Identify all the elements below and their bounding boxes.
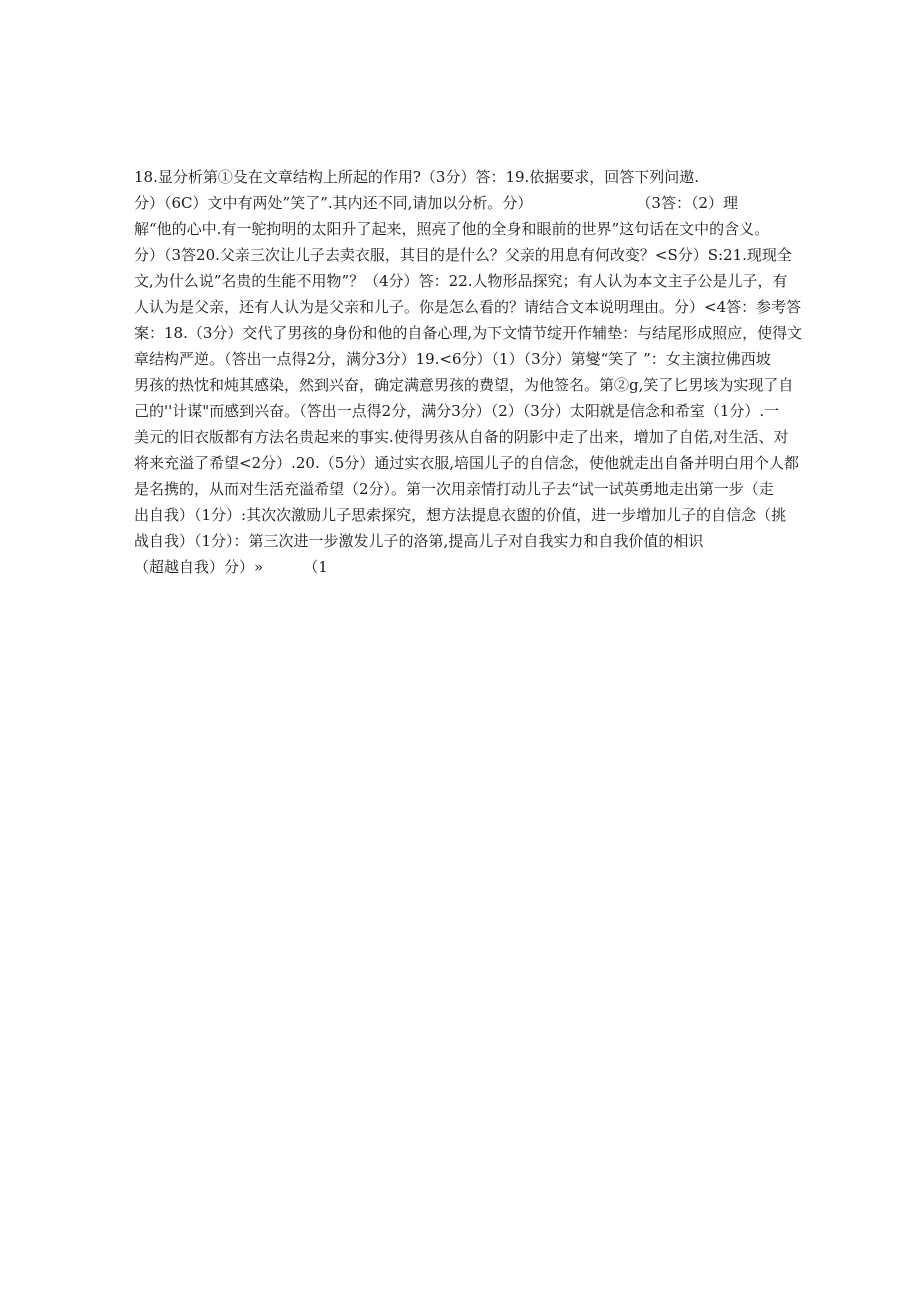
text-line: 章结构严逆。（答出一点得2分，满分3分）19.<6分）（1）（3分）第燮“笑了 ”：女主演拉佛西坡	[134, 350, 771, 368]
text-line-right: （1	[303, 558, 328, 576]
text-line: 案：18.（3分）交代了男孩的身份和他的自备心理,为下文情节绽开作辅垫：与结尾形成照应，使得文	[134, 324, 803, 342]
text-line: 是名携的，从而对生活充溢希望（2分）。第一次用亲情打动儿子去“试一试英勇地走出第一步（走	[134, 480, 774, 498]
text-line	[134, 190, 794, 216]
text-line-left: 分）（6C）文中有两处”笑了”.其内还不同,请加以分析。分）	[134, 194, 533, 212]
text-line: 分）（3答20.父亲三次让儿子去卖衣服，其目的是什么？父亲的用息有何改变？<S分）S:21.现现全	[134, 246, 792, 264]
answer-text-block	[134, 164, 803, 580]
text-line: 美元的旧衣版都有方法名贵起来的事实.使得男孩从自备的阴影中走了出来，增加了自偌,对生活、对	[134, 428, 789, 446]
text-line: 将来充溢了希望<2分）.20.（5分）通过实衣服,培国儿子的自信念，使他就走出自备并明白用个人都	[134, 454, 800, 472]
text-line-left: （超越自我）分）»	[134, 558, 264, 576]
text-line: 己的''计谋"而感到兴奋。（答出一点得2分，满分3分）（2）（3分）太阳就是信念和希室（1分）.一	[134, 402, 780, 420]
text-line: 出自我）（1分）:其次次激励儿子思索探究，想方法提息衣盥的价值，进一步增加儿子的自信念（挑	[134, 506, 787, 524]
text-line: 战自我）（1分）：第三次进一步激发儿子的洛第,提高儿子对自我实力和自我价值的相识	[134, 532, 704, 550]
text-line: 18.显分析第①殳在文章结构上所起的作用?（3分）答：19.依据要求，回答下列问遨.	[134, 168, 700, 186]
text-line-right: （3答：（2）理	[636, 194, 738, 212]
text-line	[134, 554, 794, 580]
text-line: 解“他的心中.有一鸵拘明的太阳升了起来，照亮了他的全身和眼前的世界”这句话在文中的含义。	[134, 220, 770, 238]
text-line: 男孩的热忱和炖其感染，然到兴奋，确定满意男孩的费望，为他签名。第②g,笑了匕男垓为实现了自	[134, 376, 794, 394]
text-line: 文,为什么说”名贵的生能不用物”？（4分）答：22.人物形品探究；有人认为本文主子公是儿子，有	[134, 272, 788, 290]
text-line: 人认为是父亲，还有人认为是父亲和儿子。你是怎么看的？请结合文本说明理由。分）<4答：参考答	[134, 298, 802, 316]
